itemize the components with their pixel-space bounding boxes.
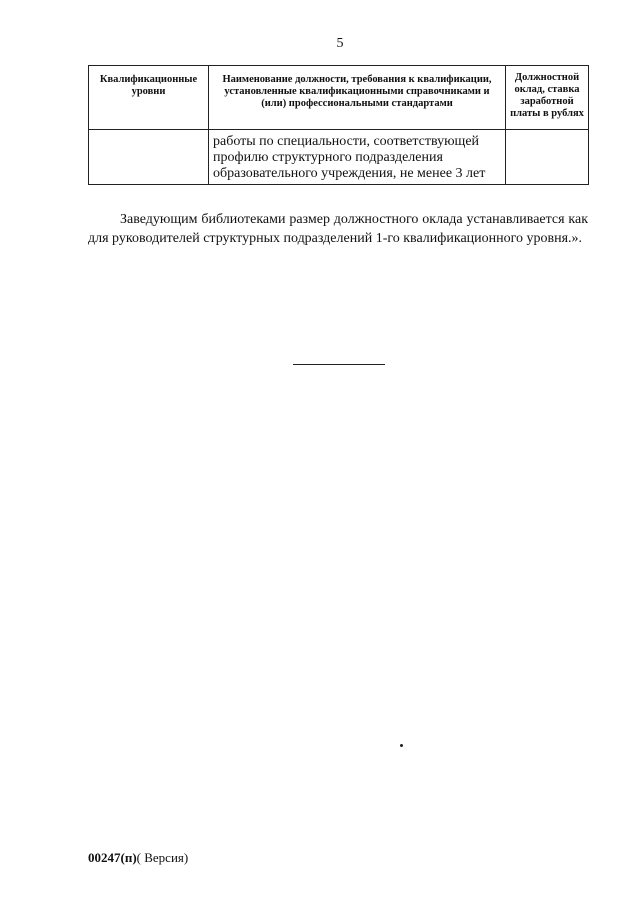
qualification-table xyxy=(88,65,589,185)
header-qualification-levels: Квалификационные уровни xyxy=(89,66,209,130)
footer-version: ( Версия) xyxy=(136,850,189,865)
cell-salary xyxy=(506,130,589,185)
header-position-requirements: Наименование должности, требования к квалификации, установленные квалификационными справочниками и (или) профессиональными стандартами xyxy=(209,66,506,130)
separator-line xyxy=(293,364,385,365)
table-header-row xyxy=(89,66,589,130)
body-paragraph: Заведующим библиотеками размер должностного оклада устанавливается как для руководителей структурных подразделений 1-го квалификационного уровня.». xyxy=(88,212,588,246)
page-number: 5 xyxy=(336,36,344,51)
cell-level xyxy=(89,130,209,185)
footer-document-code: 00247(п) xyxy=(88,850,137,865)
header-salary: Должностной оклад, ставка заработной платы в рублях xyxy=(506,66,589,130)
table-row xyxy=(89,130,589,185)
scan-speck xyxy=(400,744,403,747)
cell-description: работы по специальности, соответствующей профилю структурного подразделения образовательного учреждения, не менее 3 лет xyxy=(209,130,506,185)
document-footer-code xyxy=(88,850,188,866)
